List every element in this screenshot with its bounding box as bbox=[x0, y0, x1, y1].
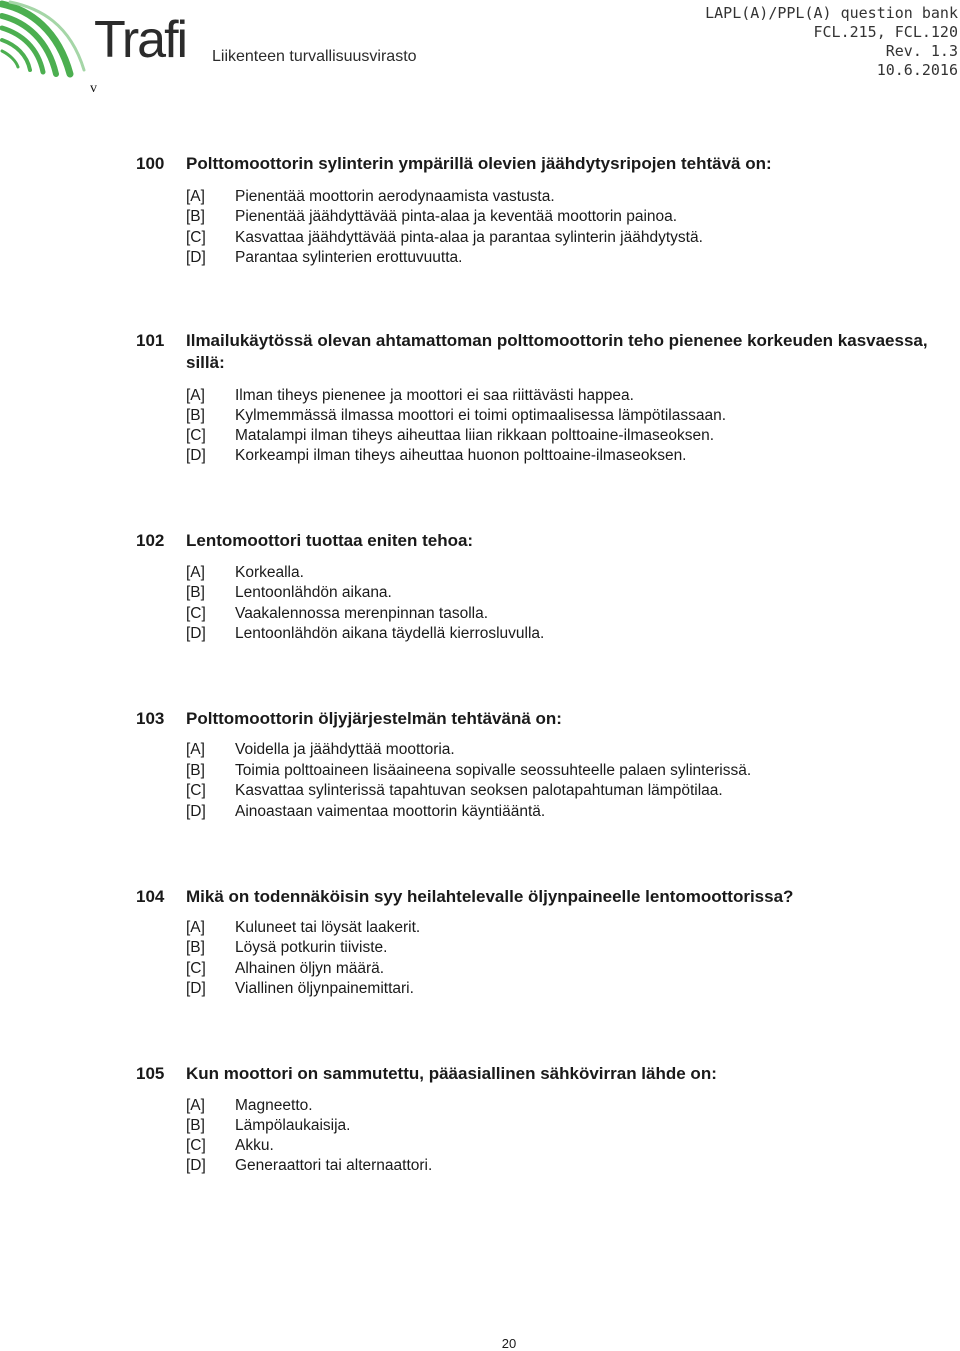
answer-option bbox=[0, 248, 960, 268]
answer-option bbox=[0, 207, 960, 227]
option-text: Alhainen öljyn määrä. bbox=[235, 960, 385, 977]
answer-option bbox=[0, 781, 960, 801]
document-header bbox=[705, 4, 958, 80]
answer-option bbox=[0, 386, 960, 406]
option-letter: [D] bbox=[186, 249, 206, 266]
option-text: Generaattori tai alternaattori. bbox=[235, 1157, 433, 1174]
option-text: Magneetto. bbox=[235, 1097, 313, 1114]
option-text: Korkealla. bbox=[235, 564, 304, 581]
answer-option bbox=[0, 938, 960, 958]
question-number: 103 bbox=[136, 709, 165, 728]
option-text: Pienentää moottorin aerodynaamista vastusta. bbox=[235, 188, 555, 205]
option-text: Lentoonlähdön aikana täydellä kierrosluvulla. bbox=[235, 625, 545, 642]
option-letter: [C] bbox=[186, 605, 206, 622]
doc-revision: Rev. 1.3 bbox=[885, 42, 958, 60]
option-text: Kasvattaa sylinterissä tapahtuvan seoksen palotapahtuman lämpötilaa. bbox=[235, 782, 723, 799]
option-letter: [B] bbox=[186, 939, 205, 956]
answer-option bbox=[0, 740, 960, 760]
option-text: Parantaa sylinterien erottuvuutta. bbox=[235, 249, 463, 266]
question-number: 100 bbox=[136, 154, 165, 173]
answer-option bbox=[0, 918, 960, 938]
option-letter: [A] bbox=[186, 1097, 205, 1114]
header-marker: v bbox=[90, 81, 97, 96]
option-text: Matalampi ilman tiheys aiheuttaa liian rikkaan polttoaine-ilmaseoksen. bbox=[235, 427, 715, 444]
answer-option bbox=[0, 426, 960, 446]
trafi-logo bbox=[0, 0, 420, 80]
question-number: 102 bbox=[136, 531, 165, 550]
option-letter: [B] bbox=[186, 208, 205, 225]
option-text: Pienentää jäähdyttävää pinta-alaa ja keventää moottorin painoa. bbox=[235, 208, 678, 225]
question-number: 104 bbox=[136, 887, 165, 906]
option-letter: [C] bbox=[186, 960, 206, 977]
answer-option bbox=[0, 1156, 960, 1176]
option-letter: [B] bbox=[186, 762, 205, 779]
answer-option bbox=[0, 979, 960, 999]
option-text: Toimia polttoaineen lisäaineena sopivalle seossuhteelle palaen sylinterissä. bbox=[235, 762, 752, 779]
option-letter: [D] bbox=[186, 803, 206, 820]
answer-option bbox=[0, 583, 960, 603]
answer-option bbox=[0, 563, 960, 583]
option-letter: [C] bbox=[186, 229, 206, 246]
answer-option bbox=[0, 761, 960, 781]
question-text: Lentomoottori tuottaa eniten tehoa: bbox=[186, 531, 474, 550]
option-letter: [A] bbox=[186, 188, 205, 205]
option-text: Kylmemmässä ilmassa moottori ei toimi optimaalisessa lämpötilassaan. bbox=[235, 407, 727, 424]
answer-option bbox=[0, 624, 960, 644]
option-text: Viallinen öljynpainemittari. bbox=[235, 980, 414, 997]
option-letter: [B] bbox=[186, 1117, 205, 1134]
option-text: Ilman tiheys pienenee ja moottori ei saa riittävästi happea. bbox=[235, 387, 634, 404]
option-letter: [C] bbox=[186, 1137, 206, 1154]
answer-option bbox=[0, 1096, 960, 1116]
answer-option bbox=[0, 1116, 960, 1136]
logo-wordmark: Trafi bbox=[94, 11, 187, 69]
doc-title: LAPL(A)/PPL(A) question bank bbox=[705, 4, 958, 22]
option-text: Lentoonlähdön aikana. bbox=[235, 584, 392, 601]
doc-date: 10.6.2016 bbox=[876, 61, 958, 79]
question-text: Mikä on todennäköisin syy heilahtelevalle öljynpaineelle lentomoottorissa? bbox=[186, 887, 794, 906]
option-text: Ainoastaan vaimentaa moottorin käyntiääntä. bbox=[235, 803, 546, 820]
answer-option bbox=[0, 187, 960, 207]
option-letter: [C] bbox=[186, 782, 206, 799]
question-text: Polttomoottorin sylinterin ympärillä olevien jäähdytysripojen tehtävä on: bbox=[186, 154, 772, 173]
doc-reference: FCL.215, FCL.120 bbox=[813, 23, 958, 41]
question-text: Polttomoottorin öljyjärjestelmän tehtävänä on: bbox=[186, 709, 562, 728]
trafi-swoosh-icon bbox=[0, 0, 100, 80]
question-text: Ilmailukäytössä olevan ahtamattoman polttomoottorin teho pienenee korkeuden kasvaessa, sillä: bbox=[186, 331, 928, 372]
answer-option bbox=[0, 446, 960, 466]
option-letter: [A] bbox=[186, 387, 205, 404]
answer-option bbox=[0, 959, 960, 979]
option-text: Kuluneet tai löysät laakerit. bbox=[235, 919, 421, 936]
page-number: 20 bbox=[501, 1336, 517, 1351]
question-number: 101 bbox=[136, 331, 165, 350]
option-letter: [D] bbox=[186, 447, 206, 464]
option-letter: [D] bbox=[186, 980, 206, 997]
option-letter: [A] bbox=[186, 564, 205, 581]
option-text: Korkeampi ilman tiheys aiheuttaa huonon polttoaine-ilmaseoksen. bbox=[235, 447, 687, 464]
option-letter: [A] bbox=[186, 741, 205, 758]
option-letter: [C] bbox=[186, 427, 206, 444]
option-text: Akku. bbox=[235, 1137, 274, 1154]
option-text: Lämpölaukaisija. bbox=[235, 1117, 351, 1134]
option-letter: [B] bbox=[186, 407, 205, 424]
answer-option bbox=[0, 604, 960, 624]
option-text: Kasvattaa jäähdyttävää pinta-alaa ja parantaa sylinterin jäähdytystä. bbox=[235, 229, 703, 246]
option-letter: [B] bbox=[186, 584, 205, 601]
answer-option bbox=[0, 802, 960, 822]
option-text: Voidella ja jäähdyttää moottoria. bbox=[235, 741, 455, 758]
option-letter: [D] bbox=[186, 1157, 206, 1174]
answer-option bbox=[0, 228, 960, 248]
option-letter: [A] bbox=[186, 919, 205, 936]
option-text: Vaakalennossa merenpinnan tasolla. bbox=[235, 605, 489, 622]
answer-option bbox=[0, 406, 960, 426]
option-text: Löysä potkurin tiiviste. bbox=[235, 939, 388, 956]
answer-option bbox=[0, 1136, 960, 1156]
option-letter: [D] bbox=[186, 625, 206, 642]
question-text: Kun moottori on sammutettu, pääasiallinen sähkövirran lähde on: bbox=[186, 1064, 717, 1083]
question-number: 105 bbox=[136, 1064, 165, 1083]
logo-subtitle: Liikenteen turvallisuusvirasto bbox=[212, 48, 417, 65]
